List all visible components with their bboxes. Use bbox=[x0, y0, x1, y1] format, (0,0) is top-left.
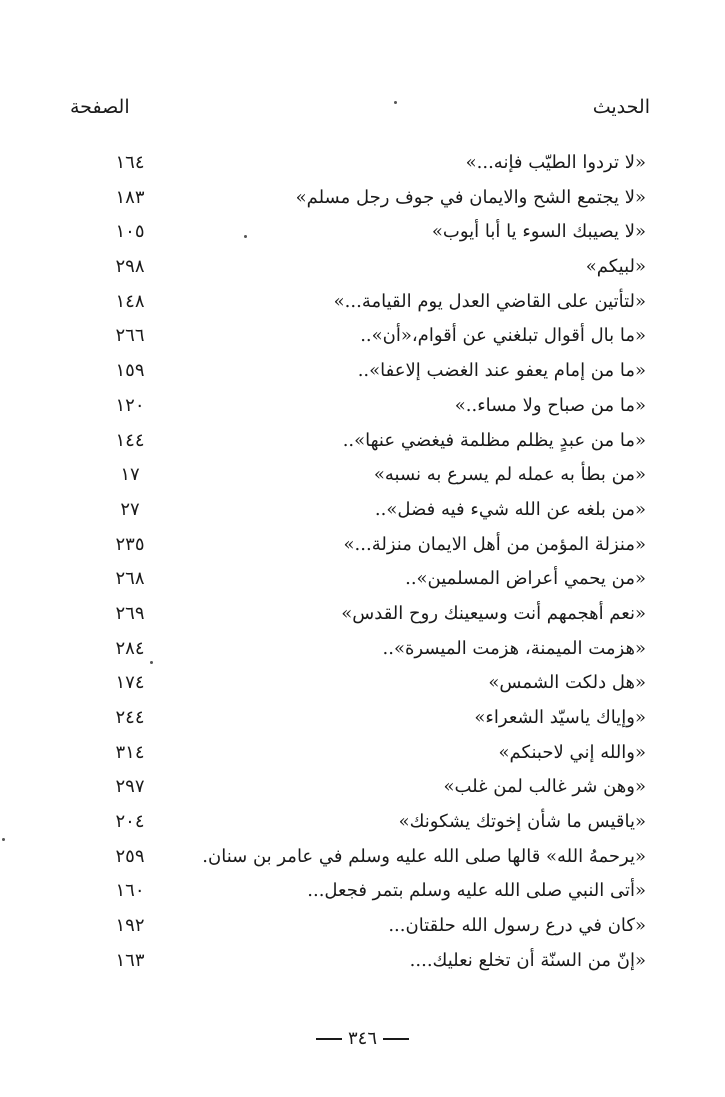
list-item bbox=[60, 458, 660, 493]
table-header bbox=[70, 96, 650, 126]
page-number: ١٦٠ bbox=[115, 880, 145, 902]
list-item bbox=[60, 770, 660, 805]
list-item bbox=[60, 805, 660, 840]
hadith-index-list bbox=[60, 146, 660, 979]
list-item bbox=[60, 736, 660, 771]
page-number: ٢٦٩ bbox=[115, 602, 145, 624]
scan-speck bbox=[244, 235, 247, 238]
list-item bbox=[60, 181, 660, 216]
list-item bbox=[60, 874, 660, 909]
page-number: ٢٦٦ bbox=[115, 325, 145, 347]
hadith-text: «أتى النبي صلى الله عليه وسلم بتمر فجعل... bbox=[307, 880, 646, 902]
list-item bbox=[60, 597, 660, 632]
hadith-text: «من بطأ به عمله لم يسرع به نسبه» bbox=[373, 464, 646, 486]
list-item bbox=[60, 250, 660, 285]
hadith-text: «نعم أهجمهم أنت وسيعينك روح القدس» bbox=[341, 602, 646, 624]
page-number: ١٧ bbox=[120, 464, 140, 486]
list-item bbox=[60, 528, 660, 563]
footer-dash-left bbox=[383, 1038, 409, 1040]
page-number: ١٤٨ bbox=[115, 290, 145, 312]
page-number: ١٩٢ bbox=[115, 915, 145, 937]
list-item bbox=[60, 215, 660, 250]
page-number: ٢٦٨ bbox=[115, 568, 145, 590]
page-number: ١٥٩ bbox=[115, 360, 145, 382]
page-number: ١٧٤ bbox=[115, 672, 145, 694]
list-item bbox=[60, 562, 660, 597]
page-number: ١٦٤ bbox=[115, 152, 145, 173]
list-item bbox=[60, 701, 660, 736]
page-number: ٢٩٧ bbox=[115, 776, 145, 798]
hadith-text: «ما من صباح ولا مساء..» bbox=[454, 394, 646, 416]
hadith-text: «والله إني لاحبنكم» bbox=[498, 741, 646, 763]
hadith-text: «ما من عبدٍ يظلم مظلمة فيغضي عنها».. bbox=[342, 429, 646, 451]
list-item bbox=[60, 944, 660, 979]
hadith-text: «ما من إمام يعفو عند الغضب إلاعفا».. bbox=[357, 360, 646, 382]
page-column-title: الصفحة bbox=[70, 96, 130, 118]
footer-dash-right bbox=[316, 1038, 342, 1040]
hadith-text: «لا تردوا الطيّب فإنه...» bbox=[465, 152, 646, 173]
hadith-text: «لا يصيبك السوء يا أبا أيوب» bbox=[431, 221, 646, 243]
hadith-text: «لا يجتمع الشح والايمان في جوف رجل مسلم» bbox=[295, 186, 646, 208]
page-footer bbox=[0, 1028, 725, 1049]
page-number: ١٦٣ bbox=[115, 949, 145, 971]
page-number: ٣١٤ bbox=[115, 741, 145, 763]
hadith-text: «ياقيس ما شأن إخوتك يشكونك» bbox=[398, 811, 646, 833]
list-item bbox=[60, 493, 660, 528]
scan-speck bbox=[394, 101, 397, 104]
page-number: ٢٨٤ bbox=[115, 637, 145, 659]
list-item bbox=[60, 354, 660, 389]
list-item bbox=[60, 389, 660, 424]
list-item bbox=[60, 146, 660, 181]
page-number: ٢٣٥ bbox=[115, 533, 145, 555]
hadith-text: «من يحمي أعراض المسلمين».. bbox=[405, 568, 646, 590]
list-item bbox=[60, 840, 660, 875]
page-number: ١٨٣ bbox=[115, 186, 145, 208]
hadith-text: «هل دلكت الشمس» bbox=[488, 672, 646, 694]
hadith-text: «يرحمهُ الله» قالها صلى الله عليه وسلم في عامر بن سنان. bbox=[202, 845, 646, 867]
hadith-text: «وهن شر غالب لمن غلب» bbox=[443, 776, 646, 798]
hadith-text: «كان في درع رسول الله حلقتان... bbox=[388, 915, 646, 937]
hadith-text: «وإياك ياسيّد الشعراء» bbox=[474, 707, 646, 728]
page-number: ٢٩٨ bbox=[115, 256, 145, 278]
scan-speck bbox=[2, 838, 5, 841]
page-number: ١٢٠ bbox=[115, 394, 145, 416]
page-number: ٢٠٤ bbox=[115, 811, 145, 833]
page-number: ٢٧ bbox=[120, 498, 140, 520]
hadith-text: «من بلغه عن الله شيء فيه فضل».. bbox=[374, 498, 646, 520]
hadith-text: «لبيكم» bbox=[585, 256, 646, 278]
hadith-text: «لتأتين على القاضي العدل يوم القيامة...» bbox=[333, 290, 646, 312]
footer-page-number: ٣٤٦ bbox=[347, 1028, 377, 1049]
page-number: ٢٤٤ bbox=[115, 707, 145, 728]
hadith-text: «منزلة المؤمن من أهل الايمان منزلة...» bbox=[343, 533, 646, 555]
hadith-text: «ما بال أقوال تبلغني عن أقوام،«أن».. bbox=[360, 325, 646, 347]
scan-speck bbox=[150, 661, 153, 664]
list-item bbox=[60, 285, 660, 320]
page-number: ١٠٥ bbox=[115, 221, 145, 243]
page-number: ١٤٤ bbox=[115, 429, 145, 451]
hadith-column-title: الحديث bbox=[592, 96, 650, 118]
list-item bbox=[60, 424, 660, 459]
list-item bbox=[60, 319, 660, 354]
list-item bbox=[60, 909, 660, 944]
page-number: ٢٥٩ bbox=[115, 845, 145, 867]
hadith-text: «هزمت الميمنة، هزمت الميسرة».. bbox=[382, 637, 646, 659]
list-item bbox=[60, 666, 660, 701]
hadith-text: «إنّ من السنّة أن تخلع نعليك.... bbox=[409, 949, 646, 971]
